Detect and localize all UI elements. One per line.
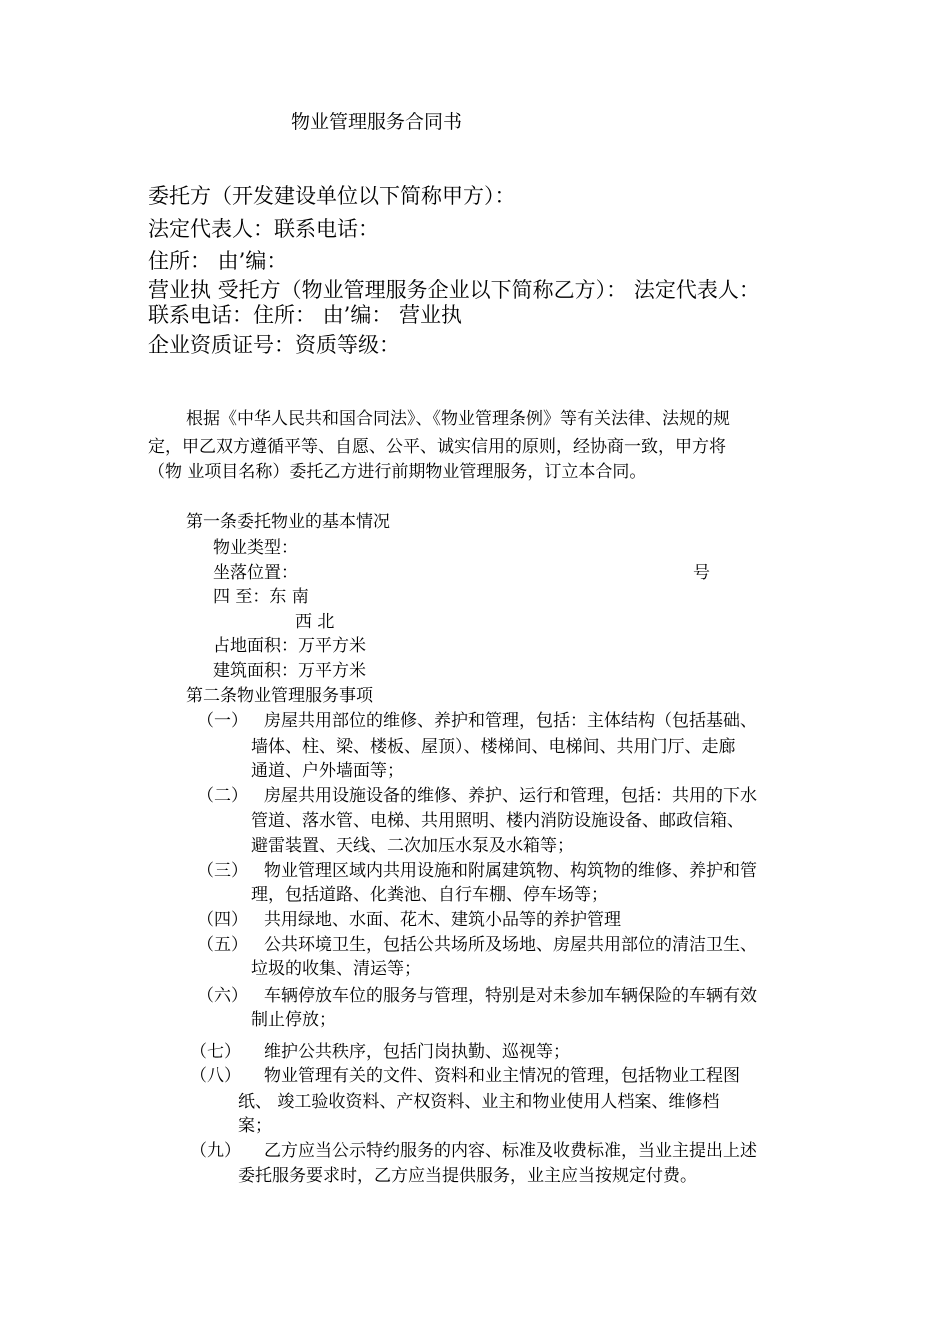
item-line: 纸、 竣工验收资料、产权资料、业主和物业使用人档案、维修档 [238,1092,720,1112]
item-number: （九） [190,1141,241,1161]
item-line: 制止停放； [251,1010,336,1030]
item-number: （八） [190,1066,241,1086]
item-line: 理，包括道路、化粪池、自行车棚、停车场等； [251,885,608,905]
intro-line: 定，甲乙双方遵循平等、自愿、公平、诚实信用的原则，经协商一致，甲方将 [148,437,726,457]
item-line: 墙体、柱、梁、楼板、屋顶）、楼梯间、电梯间、共用门厅、走廊 [251,737,736,757]
party-b-contact-line: 联系电话：住所： 由’编： 营业执 [148,303,463,327]
item-line: 共用绿地、水面、花木、建筑小品等的养护管理 [264,910,621,930]
party-b-qualification-line: 企业资质证号：资质等级： [148,333,400,357]
party-a-rep-line: 法定代表人：联系电话： [148,217,379,241]
item-number: （一） [197,711,248,731]
document-title: 物业管理服务合同书 [291,111,463,133]
item-line: 垃圾的收集、清运等； [251,959,421,979]
intro-line: （物 业项目名称）委托乙方进行前期物业管理服务，订立本合同。 [148,462,647,482]
item-line: 房屋共用部位的维修、养护和管理，包括：主体结构（包括基础、 [264,711,757,731]
item-line: 案； [238,1116,272,1136]
item-line: 委托服务要求时，乙方应当提供服务，业主应当按规定付费。 [238,1166,697,1186]
item-line: 乙方应当公示特约服务的内容、标准及收费标准，当业主提出上述 [264,1141,757,1161]
party-a-line: 委托方（开发建设单位以下简称甲方）： [148,184,516,208]
item-number: （三） [197,861,248,881]
item-line: 避雷装置、天线、二次加压水泵及水箱等； [251,836,574,856]
article-2-heading: 第二条物业管理服务事项 [186,686,373,706]
boundaries-east-south: 四 至：东 南 [213,587,309,607]
item-line: 通道、户外墙面等； [251,761,404,781]
building-area-label: 建筑面积：万平方米 [213,661,366,681]
boundaries-west-north: 西 北 [295,612,335,632]
item-number: （五） [197,935,248,955]
item-number: （七） [190,1042,241,1062]
party-a-address-line: 住所： 由’编： [148,249,288,273]
item-line: 物业管理区域内共用设施和附属建筑物、构筑物的维修、养护和管 [264,861,757,881]
item-number: （四） [197,910,248,930]
item-line: 物业管理有关的文件、资料和业主情况的管理，包括物业工程图 [264,1066,740,1086]
item-line: 公共环境卫生，包括公共场所及场地、房屋共用部位的清洁卫生、 [264,935,757,955]
property-type-label: 物业类型： [213,538,298,558]
land-area-label: 占地面积：万平方米 [213,636,366,656]
article-1-heading: 第一条委托物业的基本情况 [186,512,390,532]
property-location-label: 坐落位置： [213,563,298,583]
item-number: （六） [197,986,248,1006]
item-line: 房屋共用设施设备的维修、养护、运行和管理，包括：共用的下水 [264,786,757,806]
item-line: 维护公共秩序，包括门岗执勤、巡视等； [264,1042,570,1062]
item-number: （二） [197,786,248,806]
party-b-line: 营业执 受托方（物业管理服务企业以下简称乙方）： 法定代表人： [148,278,760,302]
intro-line: 根据《中华人民共和国合同法》、《物业管理条例》等有关法律、法规的规 [186,409,730,429]
location-number-suffix: 号 [693,563,710,583]
item-line: 管道、落水管、电梯、共用照明、楼内消防设施设备、邮政信箱、 [251,811,744,831]
item-line: 车辆停放车位的服务与管理，特别是对未参加车辆保险的车辆有效 [264,986,757,1006]
